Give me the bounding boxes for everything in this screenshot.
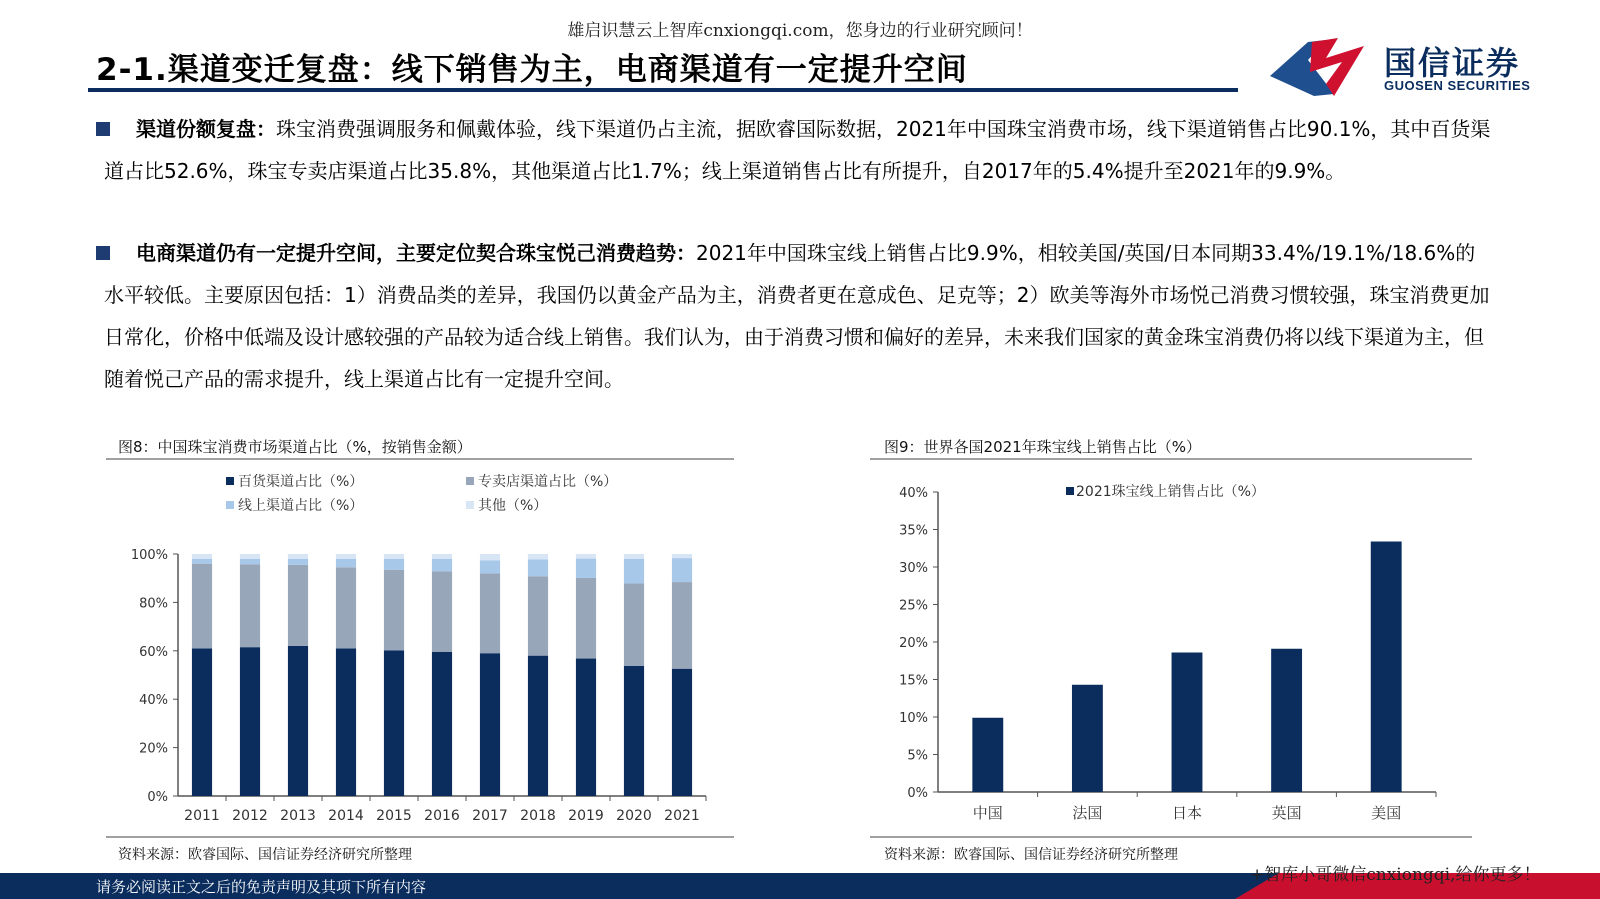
legend-swatch-0	[1066, 487, 1074, 495]
x-tick-label: 英国	[1271, 804, 1302, 822]
legend-label-3: 其他（%）	[478, 498, 548, 514]
legend-swatch-2	[226, 501, 234, 509]
y-tick-label: 25%	[899, 598, 928, 614]
logo-mark-icon	[1268, 36, 1378, 98]
bottom-watermark: +智库小哥微信cnxiongqi,给你更多！	[1250, 865, 1541, 885]
x-tick-label: 法国	[1072, 804, 1103, 822]
bar-英国	[1271, 649, 1302, 792]
y-tick-label: 40%	[899, 486, 928, 501]
bar-2018-series-1	[528, 576, 548, 655]
bar-2016-series-3	[432, 554, 452, 559]
bar-2021-series-1	[672, 582, 692, 669]
y-tick-label: 20%	[899, 636, 928, 651]
figure-8-chart	[106, 462, 734, 834]
figure-9-source: 资料来源：欧睿国际、国信证券经济研究所整理	[884, 847, 1178, 863]
bar-2020-series-1	[624, 584, 644, 666]
bar-2020-series-0	[624, 666, 644, 796]
bar-2021-series-0	[672, 669, 692, 796]
y-tick-label: 15%	[899, 673, 928, 689]
bar-2017-series-2	[480, 560, 500, 573]
bar-2015-series-1	[384, 570, 404, 651]
bar-2017-series-0	[480, 653, 500, 796]
legend-label-0: 百货渠道占比（%）	[238, 474, 364, 490]
figure-9-top-rule	[870, 458, 1472, 460]
legend-label-2: 线上渠道占比（%）	[238, 498, 364, 514]
figure-9-title: 图9：世界各国2021年珠宝线上销售占比（%）	[884, 438, 1201, 456]
y-tick-label: 35%	[899, 523, 928, 539]
bar-2021-series-2	[672, 558, 692, 582]
bar-2015-series-0	[384, 650, 404, 796]
bar-2015-series-2	[384, 559, 404, 570]
bar-2014-series-3	[336, 554, 356, 559]
x-tick-label: 2013	[280, 808, 316, 824]
bar-2011-series-3	[192, 554, 212, 559]
bar-2016-series-0	[432, 652, 452, 796]
y-tick-label: 0%	[907, 786, 928, 801]
page-title: 2-1.渠道变迁复盘：线下销售为主，电商渠道有一定提升空间	[96, 52, 968, 88]
x-tick-label: 2018	[520, 808, 556, 824]
bar-2013-series-3	[288, 554, 308, 559]
top-watermark: 雄启识慧云上智库cnxiongqi.com，您身边的行业研究顾问！	[567, 21, 1033, 41]
bar-2011-series-1	[192, 564, 212, 649]
figure-8-title: 图8：中国珠宝消费市场渠道占比（%，按销售金额）	[118, 438, 472, 456]
bar-日本	[1172, 653, 1203, 793]
bar-2012-series-1	[240, 564, 260, 647]
bar-2019-series-0	[576, 659, 596, 796]
bar-2017-series-3	[480, 554, 500, 560]
bullet-icon	[96, 122, 110, 136]
bar-2019-series-1	[576, 578, 596, 659]
paragraph-lead: 电商渠道仍有一定提升空间，主要定位契合珠宝悦己消费趋势：	[136, 241, 696, 265]
paragraph-lead: 渠道份额复盘：	[136, 117, 276, 141]
bar-2011-series-2	[192, 559, 212, 564]
legend-label-1: 专卖店渠道占比（%）	[478, 474, 618, 490]
bullet-icon	[96, 246, 110, 260]
bar-2017-series-1	[480, 573, 500, 653]
paragraph-text: 2021年中国珠宝线上销售占比9.9%，相较美国/英国/日本同期33.4%/19.1%/18.6%的水平较低。主要原因包括：1）消费品类的差异，我国仍以黄金产品为主，消费者更在意成色、足克等；2）欧美等海外市场悦己消费习惯较强，珠宝消费更加日常化，价格中低端及设计感较强的产品较为适合线上销售。我们认为，由于消费习惯和偏好的差异，未来我们国家的黄金珠宝消费仍将以线下渠道为主，但随着悦己产品的需求提升，线上渠道占比有一定提升空间。	[104, 241, 1490, 391]
paragraph-ecommerce	[104, 232, 1494, 400]
bar-2018-series-3	[528, 554, 548, 559]
bar-2012-series-0	[240, 647, 260, 796]
bar-2012-series-3	[240, 554, 260, 559]
y-tick-label: 0%	[147, 790, 168, 805]
y-tick-label: 40%	[139, 693, 168, 709]
x-tick-label: 2020	[616, 808, 652, 824]
bar-美国	[1371, 542, 1402, 793]
bar-2016-series-2	[432, 559, 452, 572]
figure-8-bottom-rule	[106, 836, 734, 838]
legend-swatch-3	[466, 501, 474, 509]
x-tick-label: 2021	[664, 808, 700, 824]
x-tick-label: 2017	[472, 808, 508, 824]
x-tick-label: 2014	[328, 808, 364, 824]
y-tick-label: 60%	[139, 644, 168, 660]
paragraph-channel-share	[104, 108, 1494, 192]
company-logo	[1268, 36, 1531, 98]
bar-法国	[1072, 685, 1103, 792]
logo-text-cn: 国信证券	[1384, 44, 1521, 82]
legend-swatch-0	[226, 477, 234, 485]
y-tick-label: 100%	[130, 548, 168, 563]
bar-2014-series-2	[336, 559, 356, 567]
bar-2019-series-3	[576, 554, 596, 559]
x-tick-label: 2019	[568, 808, 604, 824]
bar-2012-series-2	[240, 559, 260, 565]
figure-8-source: 资料来源：欧睿国际、国信证券经济研究所整理	[118, 847, 412, 863]
bar-2019-series-2	[576, 559, 596, 578]
figure-8-top-rule	[106, 458, 734, 460]
figure-9-bottom-rule	[870, 836, 1472, 838]
bar-中国	[972, 718, 1003, 792]
x-tick-label: 2011	[184, 808, 220, 824]
footer-disclaimer: 请务必阅读正文之后的免责声明及其项下所有内容	[96, 878, 427, 896]
figure-9-chart	[870, 462, 1472, 834]
x-tick-label: 2012	[232, 808, 268, 824]
paragraph-text: 珠宝消费强调服务和佩戴体验，线下渠道仍占主流，据欧睿国际数据，2021年中国珠宝消费市场，线下渠道销售占比90.1%，其中百货渠道占比52.6%，珠宝专卖店渠道占比35.8%，其他渠道占比1.7%；线上渠道销售占比有所提升，自2017年的5.4%提升至2021年的9.9%。	[104, 117, 1491, 183]
legend-swatch-1	[466, 477, 474, 485]
title-rule	[88, 88, 1238, 92]
y-tick-label: 5%	[907, 748, 928, 764]
bar-2013-series-2	[288, 559, 308, 565]
bar-2014-series-1	[336, 567, 356, 648]
x-tick-label: 2016	[424, 808, 460, 824]
bar-2014-series-0	[336, 648, 356, 796]
logo-text-en: GUOSEN SECURITIES	[1384, 78, 1531, 93]
bar-2018-series-2	[528, 559, 548, 576]
x-tick-label: 美国	[1371, 804, 1402, 822]
bar-2018-series-0	[528, 656, 548, 796]
y-tick-label: 30%	[899, 561, 928, 576]
y-tick-label: 10%	[899, 711, 928, 726]
bar-2021-series-3	[672, 554, 692, 558]
bar-2013-series-0	[288, 646, 308, 796]
legend-label-0: 2021珠宝线上销售占比（%）	[1076, 484, 1265, 500]
bar-2013-series-1	[288, 565, 308, 646]
x-tick-label: 日本	[1171, 804, 1203, 822]
bar-2020-series-3	[624, 554, 644, 559]
bar-2011-series-0	[192, 648, 212, 796]
x-tick-label: 中国	[972, 804, 1003, 822]
bar-2016-series-1	[432, 571, 452, 651]
bar-2020-series-2	[624, 559, 644, 584]
y-tick-label: 80%	[139, 596, 168, 612]
y-tick-label: 20%	[139, 741, 168, 757]
bar-2015-series-3	[384, 554, 404, 559]
x-tick-label: 2015	[376, 808, 412, 824]
